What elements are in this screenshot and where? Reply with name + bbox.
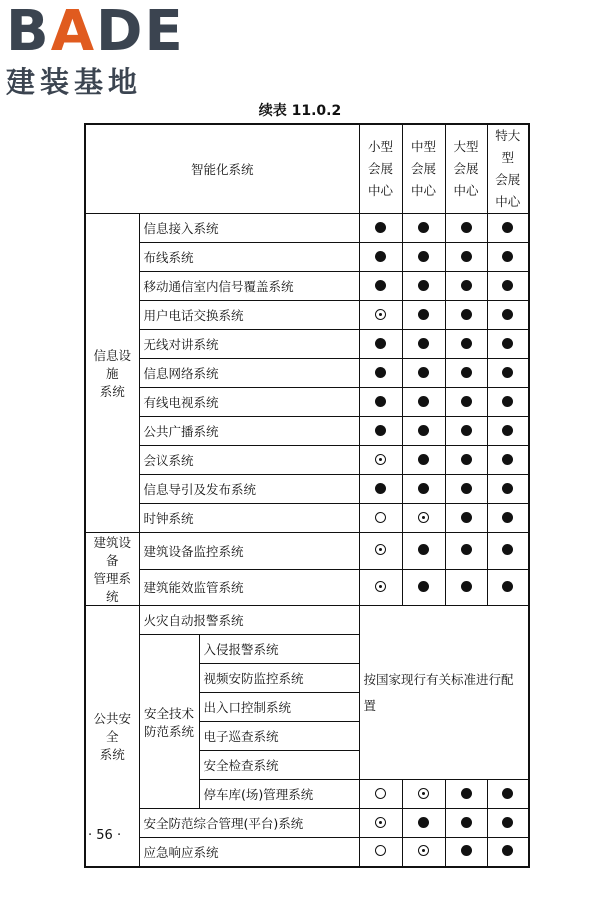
logo-chinese-text: 建装基地 — [6, 65, 143, 99]
full-circle-icon — [418, 280, 429, 291]
full-circle-icon — [461, 845, 472, 856]
row-name: 公共广播系统 — [139, 417, 359, 446]
mark-cell — [402, 214, 445, 243]
table-row — [85, 533, 529, 570]
full-circle-icon — [375, 338, 386, 349]
mark-cell — [359, 272, 402, 301]
mark-cell — [487, 446, 529, 475]
mark-cell — [359, 446, 402, 475]
full-circle-icon — [461, 581, 472, 592]
mark-cell — [402, 388, 445, 417]
row-name: 停车库(场)管理系统 — [199, 780, 359, 809]
mark-cell — [445, 417, 487, 446]
full-circle-icon — [461, 817, 472, 828]
full-circle-icon — [502, 544, 513, 555]
full-circle-icon — [461, 483, 472, 494]
full-circle-icon — [461, 280, 472, 291]
full-circle-icon — [502, 367, 513, 378]
mark-cell — [402, 243, 445, 272]
mark-cell — [445, 214, 487, 243]
mark-cell — [402, 330, 445, 359]
group-building-equipment: 建筑设备 管理系统 — [85, 533, 139, 606]
mark-cell — [487, 780, 529, 809]
row-name: 信息导引及发布系统 — [139, 475, 359, 504]
mark-cell — [445, 446, 487, 475]
mark-cell — [359, 388, 402, 417]
table-row — [85, 504, 529, 533]
dot-circle-icon — [375, 581, 386, 592]
row-name: 信息接入系统 — [139, 214, 359, 243]
mark-cell — [445, 359, 487, 388]
mark-cell — [487, 417, 529, 446]
dot-circle-icon — [375, 544, 386, 555]
row-name: 用户电话交换系统 — [139, 301, 359, 330]
full-circle-icon — [502, 251, 513, 262]
mark-cell — [359, 780, 402, 809]
table-row — [85, 606, 529, 635]
mark-cell — [359, 838, 402, 867]
row-name: 建筑设备监控系统 — [139, 533, 359, 570]
row-name: 无线对讲系统 — [139, 330, 359, 359]
dot-circle-icon — [375, 817, 386, 828]
configuration-note: 按国家现行有关标准进行配置 — [359, 606, 529, 780]
mark-cell — [402, 504, 445, 533]
row-name: 入侵报警系统 — [199, 635, 359, 664]
group-public-safety: 公共安全 系统 — [85, 606, 139, 867]
full-circle-icon — [418, 581, 429, 592]
table-row — [85, 330, 529, 359]
mark-cell — [402, 272, 445, 301]
full-circle-icon — [418, 396, 429, 407]
mark-cell — [487, 272, 529, 301]
row-name: 时钟系统 — [139, 504, 359, 533]
mark-cell — [487, 301, 529, 330]
full-circle-icon — [502, 396, 513, 407]
full-circle-icon — [461, 512, 472, 523]
mark-cell — [487, 243, 529, 272]
mark-cell — [402, 838, 445, 867]
row-name: 信息网络系统 — [139, 359, 359, 388]
row-name: 火灾自动报警系统 — [139, 606, 359, 635]
full-circle-icon — [461, 425, 472, 436]
full-circle-icon — [375, 222, 386, 233]
mark-cell — [445, 330, 487, 359]
full-circle-icon — [502, 454, 513, 465]
mark-cell — [402, 780, 445, 809]
mark-cell — [359, 243, 402, 272]
full-circle-icon — [461, 544, 472, 555]
table-row — [85, 475, 529, 504]
mark-cell — [402, 533, 445, 570]
full-circle-icon — [502, 581, 513, 592]
mark-cell — [445, 809, 487, 838]
row-name: 有线电视系统 — [139, 388, 359, 417]
mark-cell — [445, 504, 487, 533]
mark-cell — [402, 417, 445, 446]
mark-cell — [487, 504, 529, 533]
header-level-medium: 中型 会展 中心 — [402, 124, 445, 214]
mark-cell — [402, 475, 445, 504]
empty-circle-icon — [375, 788, 386, 799]
mark-cell — [487, 475, 529, 504]
row-name: 会议系统 — [139, 446, 359, 475]
mark-cell — [402, 569, 445, 606]
mark-cell — [445, 475, 487, 504]
mark-cell — [487, 388, 529, 417]
mark-cell — [359, 504, 402, 533]
mark-cell — [402, 809, 445, 838]
full-circle-icon — [461, 367, 472, 378]
full-circle-icon — [375, 251, 386, 262]
mark-cell — [487, 569, 529, 606]
table-row — [85, 243, 529, 272]
full-circle-icon — [418, 309, 429, 320]
row-name: 视频安防监控系统 — [199, 664, 359, 693]
mark-cell — [445, 243, 487, 272]
page-number: · 56 · — [88, 828, 122, 843]
mark-cell — [487, 809, 529, 838]
full-circle-icon — [502, 222, 513, 233]
dot-circle-icon — [418, 845, 429, 856]
mark-cell — [359, 214, 402, 243]
mark-cell — [487, 533, 529, 570]
full-circle-icon — [375, 280, 386, 291]
mark-cell — [359, 569, 402, 606]
empty-circle-icon — [375, 845, 386, 856]
group-security-technology: 安全技术 防范系统 — [139, 635, 199, 809]
row-name: 安全防范综合管理(平台)系统 — [139, 809, 359, 838]
full-circle-icon — [502, 338, 513, 349]
dot-circle-icon — [418, 788, 429, 799]
header-level-extra-large: 特大型 会展 中心 — [487, 124, 529, 214]
full-circle-icon — [375, 425, 386, 436]
full-circle-icon — [418, 817, 429, 828]
full-circle-icon — [418, 454, 429, 465]
full-circle-icon — [461, 309, 472, 320]
full-circle-icon — [375, 367, 386, 378]
header-level-small: 小型 会展 中心 — [359, 124, 402, 214]
mark-cell — [487, 214, 529, 243]
mark-cell — [359, 417, 402, 446]
row-name: 移动通信室内信号覆盖系统 — [139, 272, 359, 301]
mark-cell — [402, 301, 445, 330]
full-circle-icon — [418, 544, 429, 555]
full-circle-icon — [461, 338, 472, 349]
mark-cell — [402, 359, 445, 388]
table-row — [85, 214, 529, 243]
mark-cell — [359, 533, 402, 570]
table-row — [85, 838, 529, 867]
table-row — [85, 809, 529, 838]
full-circle-icon — [502, 280, 513, 291]
mark-cell — [445, 569, 487, 606]
full-circle-icon — [502, 425, 513, 436]
full-circle-icon — [461, 222, 472, 233]
full-circle-icon — [502, 512, 513, 523]
full-circle-icon — [418, 483, 429, 494]
mark-cell — [359, 359, 402, 388]
row-name: 建筑能效监管系统 — [139, 569, 359, 606]
mark-cell — [445, 301, 487, 330]
full-circle-icon — [461, 251, 472, 262]
table-row — [85, 417, 529, 446]
mark-cell — [445, 533, 487, 570]
full-circle-icon — [375, 483, 386, 494]
table-caption: 续表 11.0.2 — [258, 103, 342, 119]
mark-cell — [445, 838, 487, 867]
table-row — [85, 272, 529, 301]
row-name: 安全检查系统 — [199, 751, 359, 780]
dot-circle-icon — [418, 512, 429, 523]
table-row — [85, 388, 529, 417]
group-info-facilities: 信息设施 系统 — [85, 214, 139, 533]
empty-circle-icon — [375, 512, 386, 523]
row-name: 布线系统 — [139, 243, 359, 272]
intelligent-systems-table — [84, 123, 530, 868]
table-row — [85, 359, 529, 388]
mark-cell — [359, 475, 402, 504]
mark-cell — [359, 301, 402, 330]
mark-cell — [402, 446, 445, 475]
full-circle-icon — [502, 483, 513, 494]
table-row — [85, 446, 529, 475]
header-system: 智能化系统 — [85, 124, 359, 214]
full-circle-icon — [461, 396, 472, 407]
full-circle-icon — [418, 338, 429, 349]
full-circle-icon — [502, 845, 513, 856]
table-row — [85, 301, 529, 330]
mark-cell — [445, 780, 487, 809]
mark-cell — [359, 809, 402, 838]
mark-cell — [487, 330, 529, 359]
bade-logo — [6, 0, 185, 101]
mark-cell — [359, 330, 402, 359]
table-row — [85, 569, 529, 606]
mark-cell — [487, 838, 529, 867]
mark-cell — [445, 272, 487, 301]
row-name: 电子巡查系统 — [199, 722, 359, 751]
row-name: 应急响应系统 — [139, 838, 359, 867]
full-circle-icon — [418, 425, 429, 436]
full-circle-icon — [461, 454, 472, 465]
row-name: 出入口控制系统 — [199, 693, 359, 722]
mark-cell — [445, 388, 487, 417]
full-circle-icon — [502, 817, 513, 828]
full-circle-icon — [502, 788, 513, 799]
full-circle-icon — [418, 367, 429, 378]
table-header-row — [85, 124, 529, 214]
full-circle-icon — [375, 396, 386, 407]
mark-cell — [487, 359, 529, 388]
full-circle-icon — [418, 222, 429, 233]
dot-circle-icon — [375, 454, 386, 465]
logo-wordmark: BADE — [6, 0, 185, 64]
header-level-large: 大型 会展 中心 — [445, 124, 487, 214]
full-circle-icon — [461, 788, 472, 799]
dot-circle-icon — [375, 309, 386, 320]
full-circle-icon — [418, 251, 429, 262]
full-circle-icon — [502, 309, 513, 320]
